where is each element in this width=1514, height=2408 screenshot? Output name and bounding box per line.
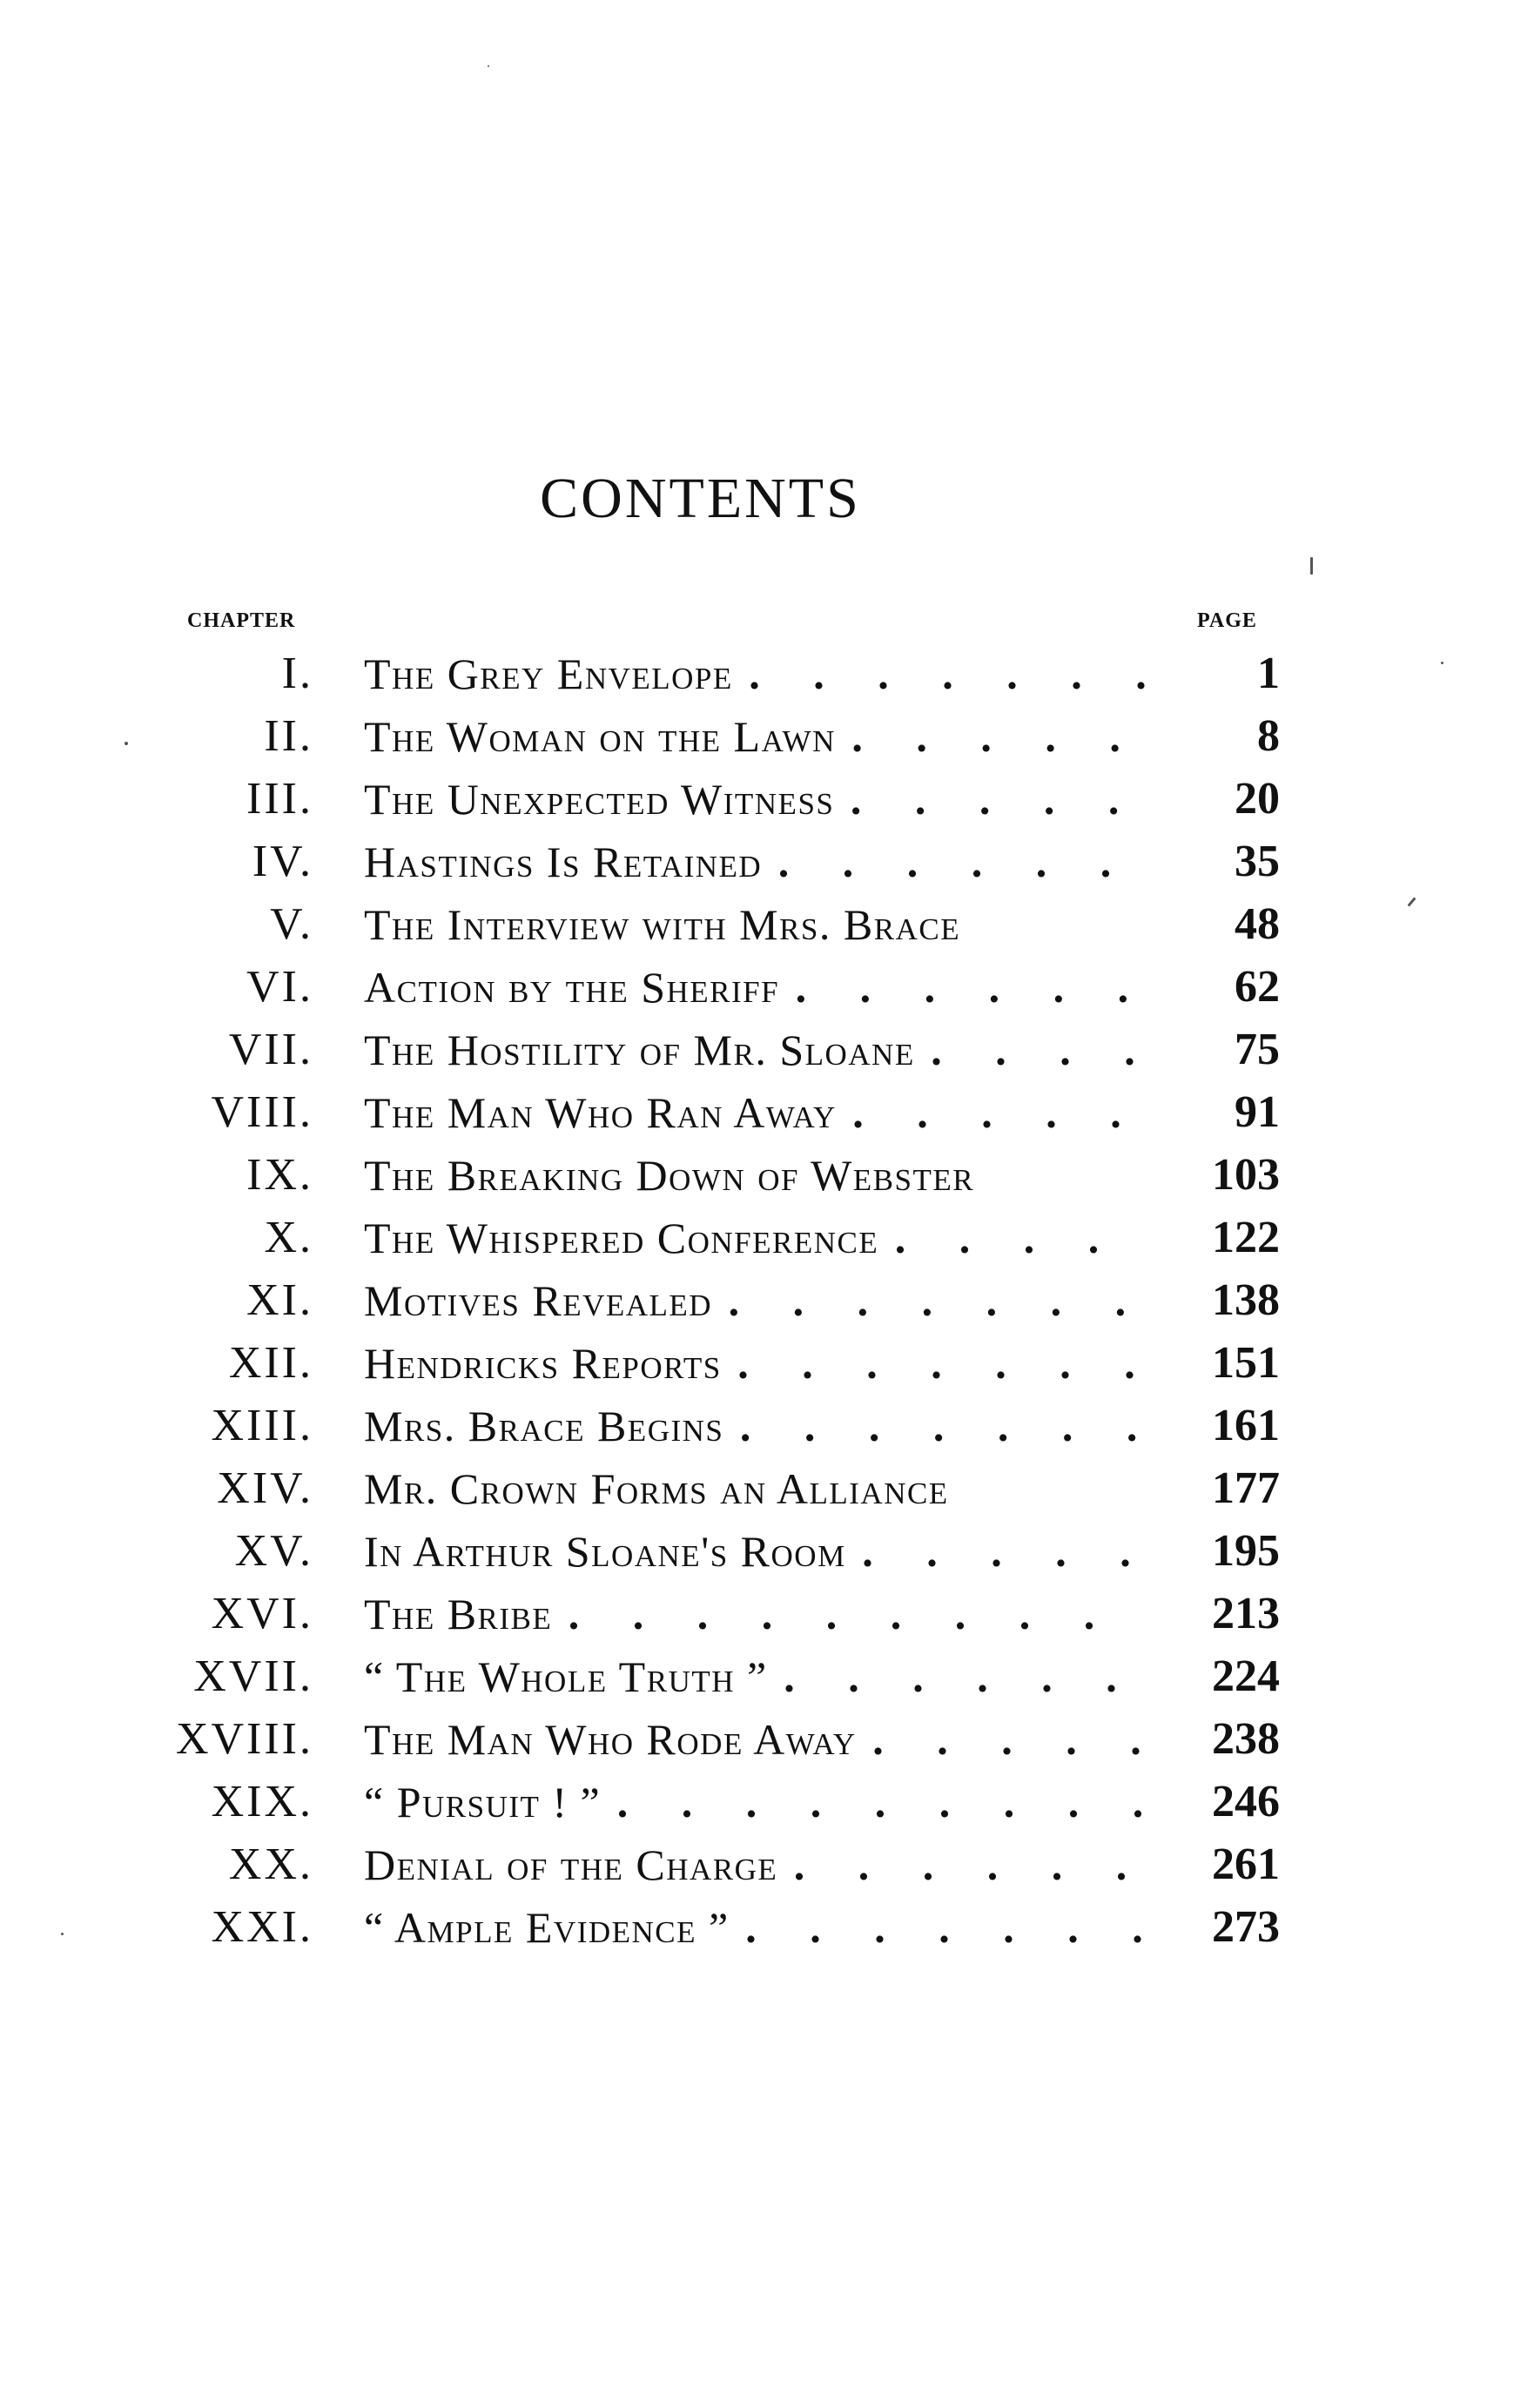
- page-column-header: PAGE: [1197, 609, 1257, 632]
- toc-entry: [0, 1457, 1514, 1520]
- chapter-number: XV.: [234, 1526, 313, 1576]
- chapter-title: The Man Who Ran Away . .: [364, 1081, 1147, 1144]
- chapter-number: XIV.: [217, 1463, 313, 1513]
- chapter-title: Mrs. Brace Begins . .: [364, 1395, 1147, 1457]
- chapter-number: I.: [281, 649, 313, 698]
- page-number: 62: [1235, 962, 1280, 1012]
- chapter-title: In Arthur Sloane's Room . .: [364, 1520, 1147, 1583]
- page-number: 246: [1212, 1777, 1280, 1826]
- toc-entry: [0, 705, 1514, 768]
- scan-speck: [1310, 557, 1313, 575]
- page-number: 20: [1235, 774, 1280, 824]
- chapter-title: Hendricks Reports . .: [364, 1332, 1147, 1395]
- toc-entry: [0, 1144, 1514, 1207]
- page-number: 91: [1235, 1087, 1280, 1137]
- chapter-number: XVIII.: [175, 1714, 313, 1764]
- page-number: 151: [1212, 1338, 1280, 1388]
- chapter-number: VIII.: [211, 1087, 313, 1137]
- chapter-title: The Interview with Mrs. Brace: [364, 900, 961, 949]
- toc-entry: [0, 642, 1514, 705]
- chapter-number: XII.: [228, 1338, 313, 1388]
- chapter-number: XIII.: [211, 1401, 313, 1450]
- toc-entry: [0, 1332, 1514, 1395]
- toc-entry: [0, 831, 1514, 893]
- chapter-number: II.: [264, 711, 313, 761]
- toc-entry: [0, 1583, 1514, 1645]
- chapter-number: XI.: [246, 1275, 313, 1325]
- chapter-title: Mr. Crown Forms an Alliance: [364, 1464, 949, 1513]
- chapter-title: “ Pursuit ! ” . .: [364, 1771, 1147, 1833]
- page-number: 161: [1212, 1401, 1280, 1450]
- page-number: 224: [1212, 1651, 1280, 1701]
- chapter-title: The Grey Envelope . .: [364, 642, 1147, 705]
- chapter-title: Denial of the Charge . .: [364, 1833, 1147, 1896]
- toc-entry: [0, 893, 1514, 956]
- chapter-title: The Whispered Conference . .: [364, 1207, 1147, 1269]
- chapter-number: XIX.: [211, 1777, 313, 1826]
- page-number: 122: [1212, 1213, 1280, 1262]
- chapter-title: “ The Whole Truth ” . .: [364, 1645, 1147, 1708]
- scan-speck: [1441, 662, 1443, 664]
- toc-entry: [0, 1019, 1514, 1081]
- toc-entry: [0, 1081, 1514, 1144]
- toc-entry: [0, 1833, 1514, 1896]
- toc-entry: [0, 1395, 1514, 1457]
- chapter-number: VI.: [246, 962, 313, 1012]
- scan-speck: [488, 65, 489, 67]
- page-number: 195: [1212, 1526, 1280, 1576]
- chapter-title: The Hostility of Mr. Sloane . .: [364, 1019, 1147, 1081]
- page-title: CONTENTS: [540, 467, 861, 530]
- toc-entry: [0, 1771, 1514, 1833]
- page-number: 261: [1212, 1840, 1280, 1889]
- toc-entry: [0, 1269, 1514, 1332]
- toc-entry: [0, 1708, 1514, 1771]
- page-number: 273: [1212, 1902, 1280, 1952]
- chapter-number: V.: [270, 899, 313, 949]
- chapter-number: IX.: [246, 1150, 313, 1200]
- chapter-title: The Bribe . .: [364, 1583, 1147, 1645]
- scan-speck: [61, 1933, 64, 1935]
- toc-entry: [0, 1645, 1514, 1708]
- chapter-title: “ Ample Evidence ” . .: [364, 1896, 1147, 1959]
- toc-entry: [0, 1207, 1514, 1269]
- chapter-number: XVII.: [193, 1651, 313, 1701]
- page-number: 213: [1212, 1589, 1280, 1638]
- chapter-number: III.: [246, 774, 313, 824]
- chapter-number: IV.: [252, 837, 313, 886]
- page-number: 8: [1257, 711, 1280, 761]
- chapter-title: Motives Revealed . .: [364, 1269, 1147, 1332]
- chapter-column-header: CHAPTER: [187, 609, 296, 632]
- page-number: 75: [1235, 1025, 1280, 1074]
- toc-entry: [0, 1520, 1514, 1583]
- page-number: 35: [1235, 837, 1280, 886]
- page-number: 138: [1212, 1275, 1280, 1325]
- page-number: 177: [1212, 1463, 1280, 1513]
- chapter-number: VII.: [228, 1025, 313, 1074]
- toc-entry: [0, 768, 1514, 831]
- chapter-number: X.: [264, 1213, 313, 1262]
- toc-entry: [0, 956, 1514, 1019]
- chapter-title: The Woman on the Lawn . .: [364, 705, 1147, 768]
- chapter-number: XVI.: [211, 1589, 313, 1638]
- chapter-number: XXI.: [211, 1902, 313, 1952]
- scan-speck: [124, 742, 128, 745]
- chapter-title: Action by the Sheriff . .: [364, 956, 1147, 1019]
- toc-entry: [0, 1896, 1514, 1959]
- chapter-title: The Unexpected Witness . .: [364, 768, 1147, 831]
- chapter-number: XX.: [228, 1840, 313, 1889]
- page-number: 48: [1235, 899, 1280, 949]
- page-number: 1: [1257, 649, 1280, 698]
- chapter-title: The Man Who Rode Away . .: [364, 1708, 1147, 1771]
- page-number: 238: [1212, 1714, 1280, 1764]
- chapter-title: The Breaking Down of Webster: [364, 1151, 975, 1200]
- chapter-title: Hastings Is Retained . .: [364, 831, 1147, 893]
- page-number: 103: [1212, 1150, 1280, 1200]
